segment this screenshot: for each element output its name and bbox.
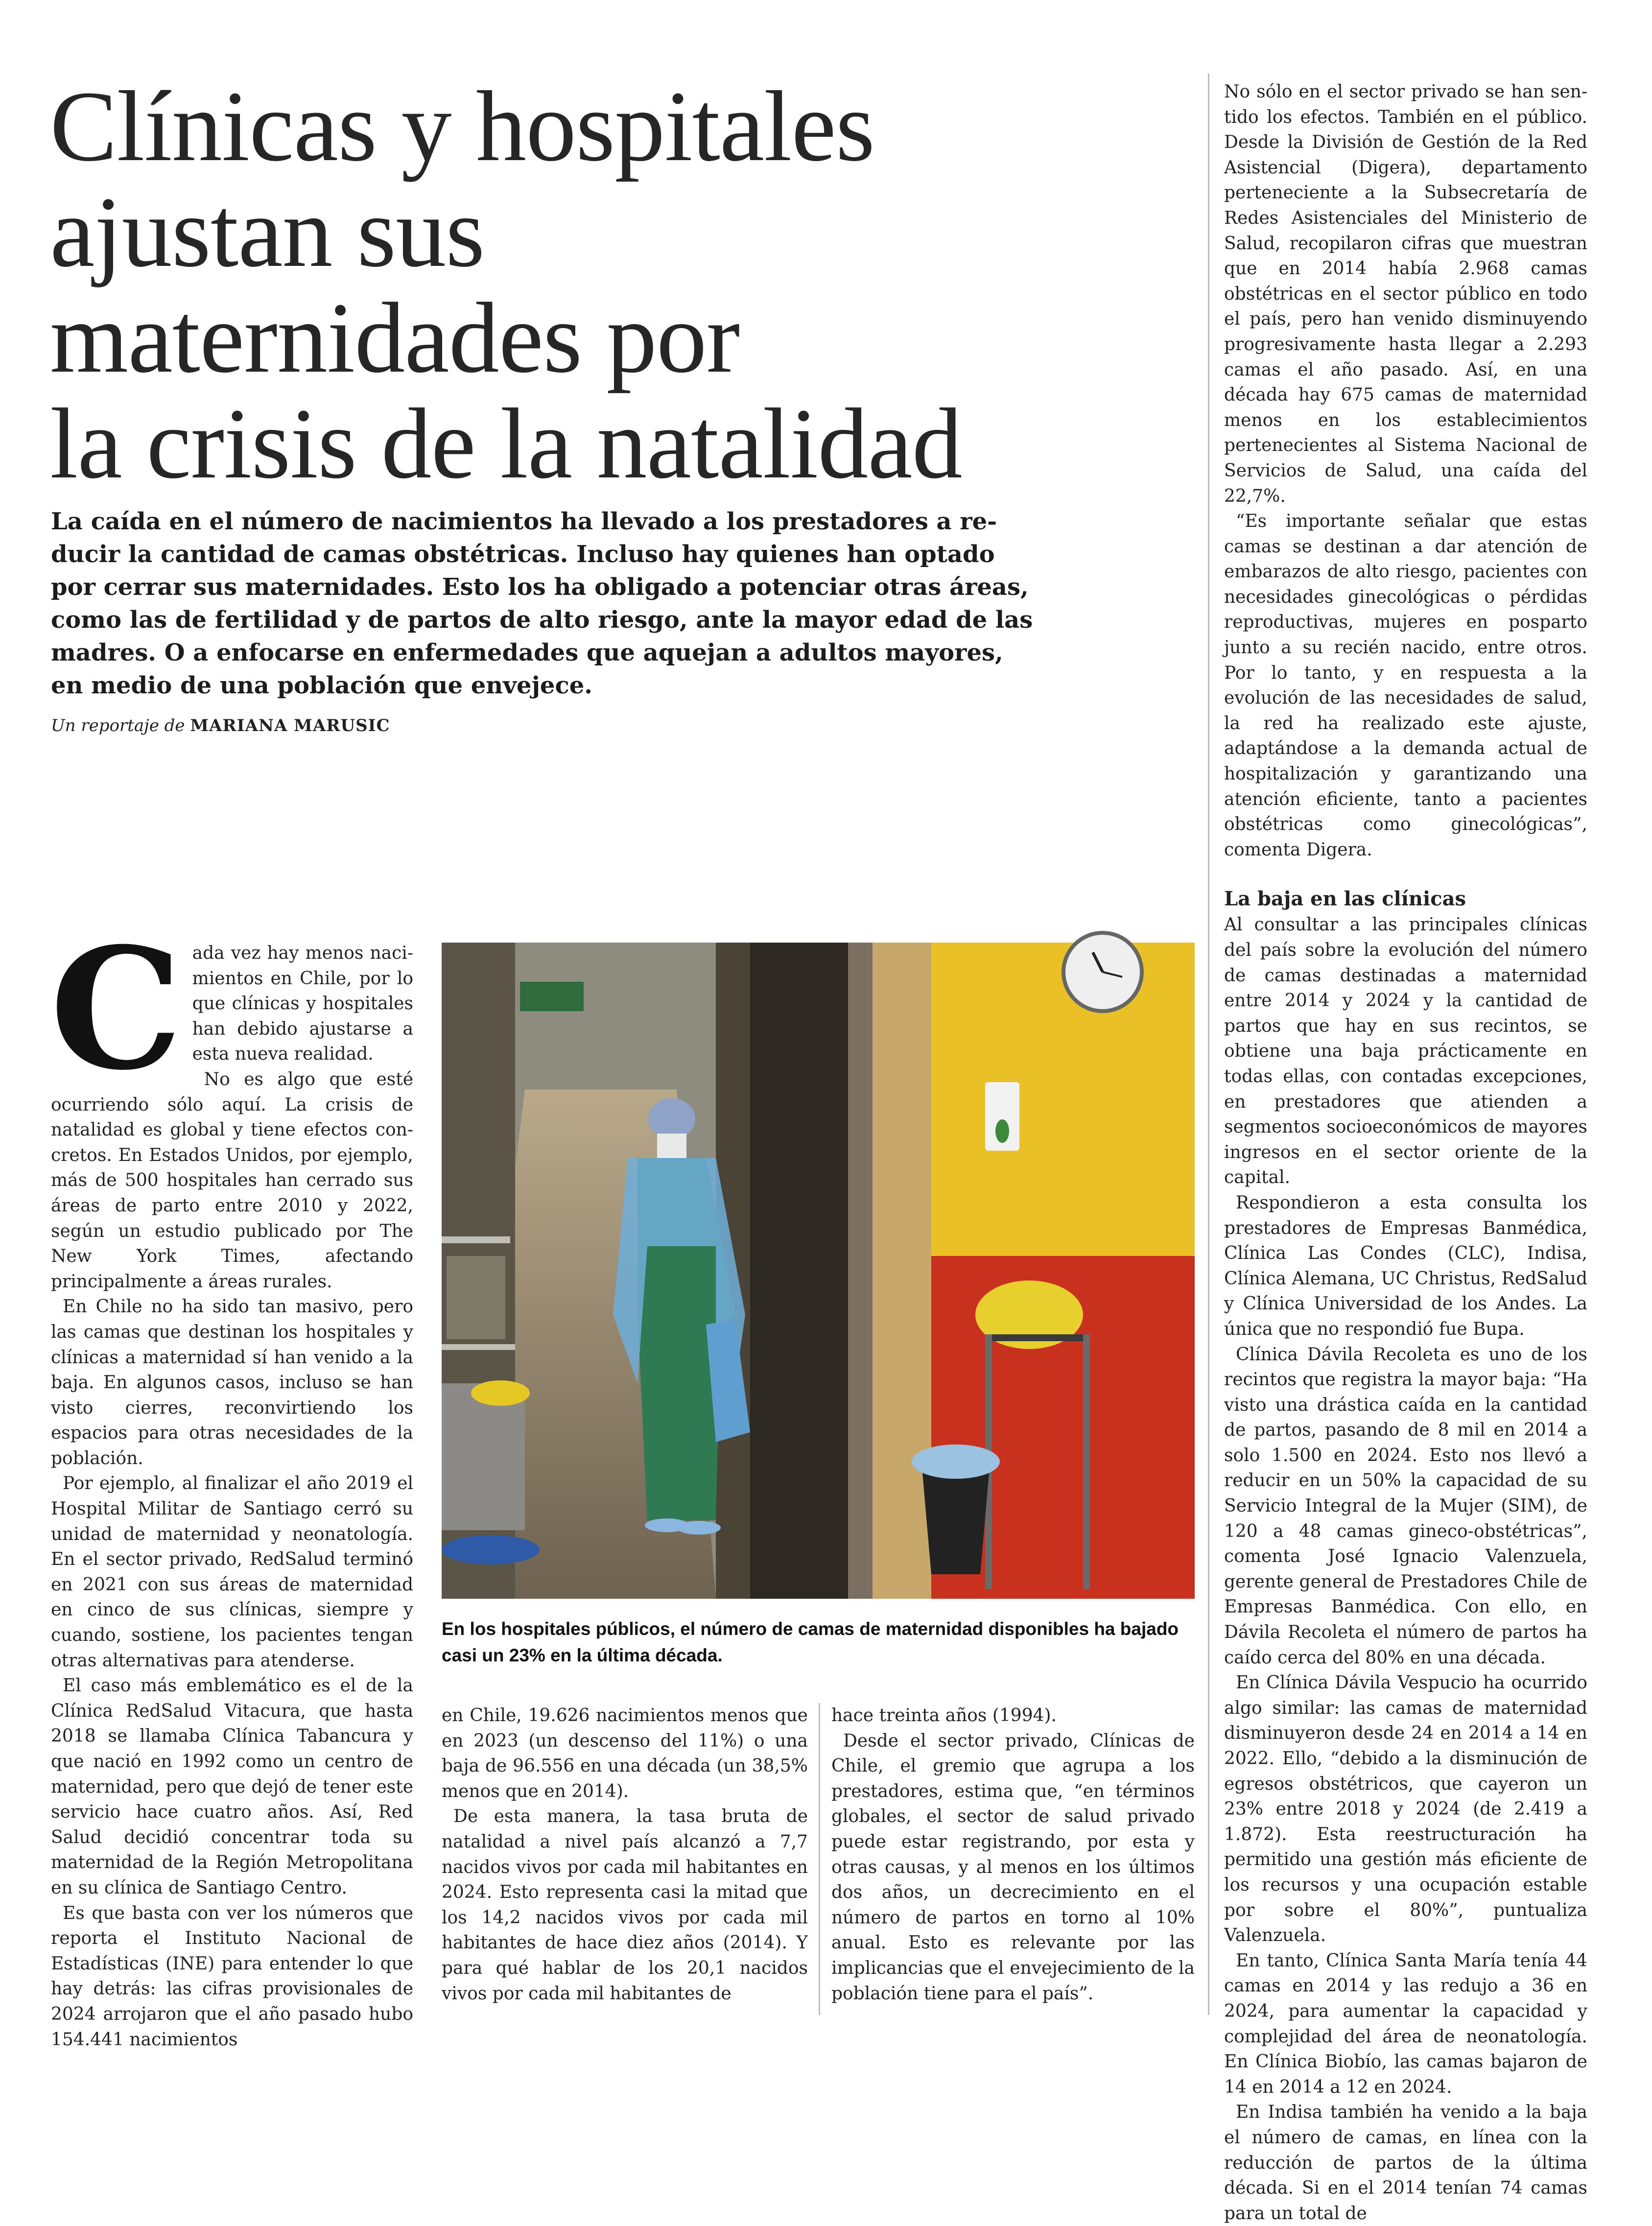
lead-paragraph [51, 505, 1033, 702]
lead-line: La caída en el número de nacimientos ha llevado a los prestadores a re- [51, 508, 997, 535]
paragraph: En tanto, Clínica Santa María tenía 44 camas en 2014 y las redujo a 36 en 2024, para aumentar la capacidad y complejidad del área de neonatología. En Clínica Biobío, las camas bajaron de 14 en 2014 a 12 en 2024. [1224, 1950, 1587, 2097]
paragraph: hace treinta años (1994). [831, 1705, 1057, 1726]
paragraph: De esta manera, la tasa bruta de natalidad a nivel país alcanzó a 7,7 nacidos vivos por cada mil habitantes en 2024. Esto representa casi la mitad que los 14,2 nacidos vivos por cada mil habitantes de hace diez años (2014). Y para qué hablar de los 20,1 nacidos vivos por cada mil habitantes de [442, 1806, 808, 2004]
column-rule [1208, 73, 1209, 2015]
exit-sign [520, 982, 584, 1011]
lead-line: como las de fertilidad y de partos de alto riesgo, ante la mayor edad de las [51, 606, 1033, 634]
column-rule [819, 1703, 820, 2015]
paragraph: El caso más emblemático es el de la Clínica RedSalud Vitacura, que hasta 2018 se llamaba Clínica Tabancura y que nació en 1992 como un centro de maternidad, pero que dejó de tener este servicio hace cuatro años. Así, Red Salud decidió concentrar toda su maternidad de la Región Metropolitana en su clínica de Santiago Centro. [51, 1676, 413, 1898]
byline [51, 716, 390, 735]
article-column-3 [831, 1703, 1195, 2012]
lead-line: por cerrar sus maternidades. Esto los ha obligado a potenciar otras áreas, [51, 573, 1029, 601]
headline-line: Clínicas y hospitales [50, 70, 875, 182]
paragraph: En Chile no ha sido tan masivo, pero las camas que destinan los hospitales y clínicas a maternidad sí han venido a la baja. En algunos casos, incluso se han visto cierres, reconvirtiendo los espacios para otras necesidades de la población. [51, 1297, 413, 1468]
lead-line: madres. O a enfocarse en enfermedades que aquejan a adultos mayores, [51, 639, 1003, 666]
article-column-2 [442, 1703, 808, 2012]
paragraph: Es que basta con ver los números que reporta el Instituto Nacional de Estadísticas (INE) para entender lo que hay detrás: las cifras provisionales de 2024 arrojaron que el año pasado hubo 154.441 nacimientos [51, 1903, 413, 2050]
lead-line: ducir la cantidad de camas obstétricas. Incluso hay quienes han optado [51, 541, 995, 568]
paragraph: En Indisa también ha venido a la baja el número de camas, en línea con la reducción de partos de la última década. Si en el 2014 tenían 74 camas para un total de [1224, 2102, 1587, 2224]
headline-line: maternidades por [50, 282, 740, 394]
hospital-corridor-photo [442, 943, 1195, 1599]
article-column-4 [1224, 79, 1587, 2224]
paragraph: Respondieron a esta consulta los prestadores de Empresas Banmédica, Clínica Las Condes (CLC), Indisa, Clínica Alemana, UC Christus, RedSalud y Clínica Universidad de los Andes. La única que no respondió fue Bupa. [1224, 1192, 1587, 1339]
paragraph: Clínica Dávila Recoleta es uno de los recintos que registra la mayor baja: “Ha visto una drástica caída en la cantidad de partos, pasando de 8 mil en 2014 a solo 1.500 en 2024. Esto nos llevó a reducir en un 50% la capacidad de su Servicio Integral de la Mujer (SIM), de 120 a 48 camas gineco-obstétricas”, comenta José Ignacio Valenzuela, gerente general de Prestadores Chile de Empresas Banmédica. Con ello, en Dávila Recoleta el número de partos ha caído cerca del 80% en una década. [1224, 1344, 1587, 1668]
lead-line: en medio de una población que envejece. [51, 672, 592, 699]
paragraph: En Clínica Dávila Vespucio ha ocurrido algo similar: las camas de maternidad disminuyeron desde 24 en 2014 a 14 en 2022. Ello, “debido a la disminución de egresos obstétricos, que cayeron un 23% entre 2018 y 2024 (de 2.419 a 1.872). Esta reestructuración ha permitido una gestión más eficiente de los recursos y una ocupación estable por sobre el 80%”, puntualiza Valenzuela. [1224, 1673, 1587, 1946]
article-column-1 [50, 912, 413, 2050]
headline-line: la crisis de la natalidad [50, 387, 962, 499]
paragraph: ada vez hay menos nacimientos en Chile, por lo que clínicas y hospitales han debido ajustarse a esta nueva realidad. [192, 943, 413, 1065]
paragraph: No es algo que esté ocurriendo sólo aquí. La crisis de natalidad es global y tiene efectos concretos. En Estados Unidos, por ejemplo, más de 500 hospitales han cerrado sus áreas de parto entre 2010 y 2022, según un estudio publicado por The New York Times, afectando principalmente a áreas rurales. [51, 1069, 413, 1292]
photo-illustration [442, 943, 1195, 1599]
paragraph: Al consultar a las principales clínicas del país sobre la evolución del número de camas destinadas a maternidad entre 2014 y 2024 y la cantidad de partos que hay en sus recintos, se obtiene una baja prácticamente en todas ellas, con contadas excepciones, en prestadores que atienden a segmentos socioeconómicos de mayores ingresos en el sector oriente de la capital. [1224, 915, 1587, 1188]
byline-author: MARIANA MARUSIC [190, 716, 390, 735]
byline-prefix: Un reportaje de [51, 716, 185, 735]
headline-line: ajustan sus [50, 176, 485, 288]
paragraph: en Chile, 19.626 nacimientos menos que en 2023 (un descenso del 11%) o una baja de 96.556 en una década (un 38,5% menos que en 2014). [442, 1705, 808, 1801]
photo-caption: En los hospitales públicos, el número de camas de maternidad disponibles ha bajado casi un 23% en la última década. [442, 1619, 1179, 1665]
headline [50, 70, 1176, 499]
paragraph: “Es importante señalar que estas camas se destinan a dar atención de embarazos de alto riesgo, pacientes con necesidades ginecológicas o pérdidas reproductivas, mujeres en posparto junto a su recién nacido, entre otros. Por lo tanto, y en respuesta a la evolución de las necesidades de salud, la red ha realizado este ajuste, adaptándose a la demanda actual de hospitalización y garantizando una atención eficiente, tanto a pacientes obstétricas como ginecológicas”, comenta Digera. [1224, 511, 1587, 860]
subheading: La baja en las clínicas [1224, 887, 1466, 911]
paragraph: Por ejemplo, al finalizar el año 2019 el Hospital Militar de Santiago cerró su unidad de maternidad y neonatología. En el sector privado, RedSalud terminó en 2021 con sus áreas de maternidad en cinco de sus clínicas, siempre y cuando, sostiene, los pacientes tengan otras alternativas para atenderse. [51, 1473, 413, 1671]
paragraph: Desde el sector privado, Clínicas de Chile, el gremio que agrupa a los prestadores, estima que, “en términos globales, el sector de salud privado puede estar registrando, por esta y otras causas, y al menos en los últimos dos años, un decrecimiento en el número de partos en torno al 10% anual. Esto es relevante por las implicancias que el envejecimiento de la población tiene para el país”. [831, 1730, 1195, 2004]
paragraph: No sólo en el sector privado se han sentido los efectos. También en el público. Desde la División de Gestión de la Red Asistencial (Digera), departamento perteneciente a la Subsecretaría de Redes Asistenciales del Ministerio de Salud, recopilaron cifras que muestran que en 2014 había 2.968 camas obstétricas en el sector público en todo el país, pero han venido disminuyendo progresivamente hasta llegar a 2.293 camas el año pasado. Así, en una década hay 675 camas de maternidad menos en los establecimientos pertenecientes al Sistema Nacional de Servicios de Salud, una caída del 22,7%. [1224, 82, 1587, 506]
drop-cap: C [50, 912, 183, 1107]
